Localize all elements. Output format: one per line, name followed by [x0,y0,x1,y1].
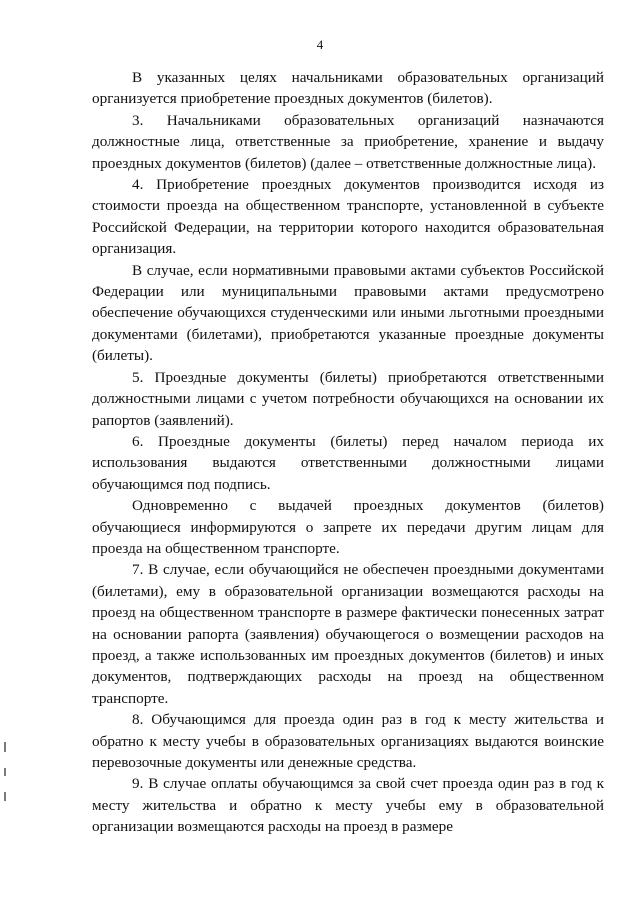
paragraph-item-9: 9. В случае оплаты обучающимся за свой счет проезда один раз в год к месту жительства и обратно к месту учебы ему в образовательной организации возмещаются расходы на проезд в размере [92,775,604,836]
paragraph-item-7: 7. В случае, если обучающийся не обеспечен проездными документами (билетами), ему в образовательной организации возмещаются расходы на проезд на общественном транспорте в размере фактически понесенных затрат на основании рапорта (заявления) обучающегося о возмещении расходов на проезд, а также использованных им проездных документов (билетов) и иных документов, подтверждающих расходы на проезд на общественном транспорте. [92,561,604,707]
paragraph-item-6: 6. Проездные документы (билеты) перед началом периода их использования выдаются ответственными должностными лицами обучающимся под подпись. [92,432,604,493]
paragraph-item-4-continued: В случае, если нормативными правовыми актами субъектов Российской Федерации или муниципальными правовыми актами предусмотрено обеспечение обучающихся студенческими или иными льготными проездными документами (билетами), приобретаются указанные проездные документы (билеты). [92,261,604,365]
document-body [92,67,604,838]
paragraph-item-8: 8. Обучающимся для проезда один раз в год к месту жительства и обратно к месту учебы в образовательных организациях выдаются воинские перевозочные документы или денежные средства. [92,711,604,771]
paragraph-item-5: 5. Проездные документы (билеты) приобретаются ответственными должностными лицами с учетом потребности обучающихся на основании их рапортов (заявлений). [92,368,604,429]
page-number: 4 [316,37,324,52]
paragraph-intro: В указанных целях начальниками образовательных организаций организуется приобретение проездных документов (билетов). [92,69,604,108]
scan-mark [4,792,6,801]
paragraph-item-3: 3. Начальниками образовательных организаций назначаются должностные лица, ответственные за приобретение, хранение и выдачу проездных документов (билетов) (далее – ответственные должностные лица). [92,111,604,172]
scan-mark [4,768,6,776]
paragraph-item-6-continued: Одновременно с выдачей проездных документов (билетов) обучающиеся информируются о запрете их передачи другим лицам для проезда на общественном транспорте. [92,497,604,557]
scan-mark [4,742,6,752]
paragraph-item-4: 4. Приобретение проездных документов производится исходя из стоимости проезда на общественном транспорте, установленной в субъекте Российской Федерации, на территории которого находится образовательная организация. [92,176,604,258]
